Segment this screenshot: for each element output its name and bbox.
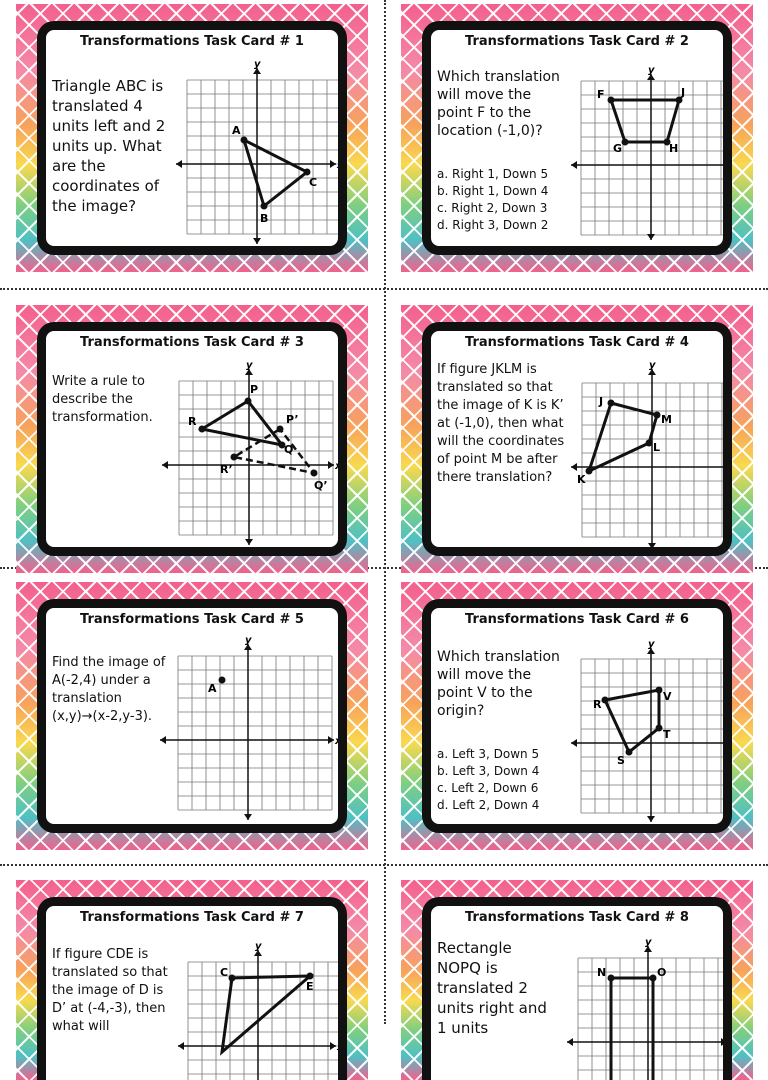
vertical-cut-line [384,0,386,1024]
y-axis-label: y [649,361,656,371]
answer-choices [437,166,548,234]
label-r: R [188,415,197,428]
x-axis-arrow-left [176,160,182,168]
card-panel [40,325,344,553]
card-title: Transformations Task Card # 3 [80,335,304,350]
label-a: A [208,682,217,695]
point-c [304,169,311,176]
x-axis-arrow-right [723,739,729,747]
point-r [199,426,206,433]
card-title: Transformations Task Card # 7 [80,910,304,925]
task-card-2 [401,4,753,272]
card-panel [425,602,737,830]
point-k [586,468,593,475]
horizontal-cut-line [0,288,768,290]
x-axis-label: x [335,736,342,747]
x-axis-label: x [337,160,344,171]
card-question: If figure JKLM is translated so that the image of K is K’ at (-1,0), then what will the coordinates of point M be after there translation? [437,362,565,485]
point-o [650,975,657,982]
point-l [646,440,653,447]
task-card-6 [401,582,753,850]
label-m: M [661,413,672,426]
label-l: L [653,441,661,454]
label-r-prime: R’ [220,463,233,476]
choice-d[interactable]: d. Right 3, Down 2 [437,218,549,232]
label-k: K [577,473,586,486]
label-c: C [220,966,229,979]
label-f: F [597,88,605,101]
x-axis-arrow-right [328,736,334,744]
coordinate-grid [176,942,344,1080]
card-question: Triangle ABC is translated 4 units left and 2 units up. What are the coordinates of the image? [52,77,166,215]
task-card-4 [401,305,753,573]
card-title: Transformations Task Card # 2 [465,34,689,49]
coordinate-grid [565,938,735,1080]
card-question: If figure CDE is translated so that the image of D is D’ at (-4,-3), then what will [52,947,168,1034]
choice-a[interactable]: a. Left 3, Down 5 [437,747,540,761]
y-axis-label: y [254,60,261,70]
x-axis-arrow-left [571,739,577,747]
choice-b[interactable]: b. Right 1, Down 4 [437,184,549,198]
y-axis-label: y [255,942,262,952]
point-n [608,975,615,982]
card-panel [425,325,739,553]
y-axis-arrow-down [647,234,655,240]
y-axis-label: y [246,361,253,371]
x-axis-arrow-right [330,1042,336,1050]
x-axis-arrow-left [178,1042,184,1050]
rectangle-nopq [611,978,653,1080]
label-r: R [593,698,602,711]
point-t [656,725,663,732]
label-b: B [260,212,269,225]
label-e: E [306,980,314,993]
point-e [307,973,314,980]
point-m [654,412,661,419]
card-title: Transformations Task Card # 5 [80,612,304,627]
task-card-1 [16,4,368,272]
card-title: Transformations Task Card # 6 [465,612,689,627]
point-a [219,677,226,684]
x-axis-arrow-right [723,161,729,169]
label-j: J [599,395,604,408]
task-card-3 [16,305,368,573]
choice-a[interactable]: a. Right 1, Down 5 [437,167,549,181]
label-q: Q [284,443,294,456]
card-panel [40,900,344,1080]
grid-lines: xy [571,361,729,549]
coordinate-grid [160,361,344,547]
point-r [602,697,609,704]
point-p [245,398,252,405]
point-v [656,687,663,694]
y-axis-label: y [645,938,652,948]
task-card-5 [16,582,368,850]
point-c [229,975,236,982]
label-t: T [663,728,671,741]
y-axis-arrow-down [647,816,655,822]
label-v: V [663,690,672,703]
card-panel [425,24,737,252]
quadrilateral-fjhg [611,100,679,142]
label-a: A [232,124,241,137]
x-axis-arrow-left [160,736,166,744]
y-axis-arrow-down [253,238,261,244]
card-title: Transformations Task Card # 4 [465,335,689,350]
card-question: Write a rule to describe the transformation. [52,374,153,425]
coordinate-grid [569,66,737,242]
label-o: O [657,966,667,979]
point-g [622,139,629,146]
point-j [608,400,615,407]
point-r-prime [231,454,238,461]
y-axis-arrow-down [648,543,656,549]
grid-lines [567,938,735,1080]
x-axis-arrow-left [567,1038,573,1046]
card-panel [40,24,344,252]
y-axis-arrow-down [245,539,253,545]
grid-lines [160,636,342,820]
card-question: Which translation will move the point V to the origin? [437,649,560,719]
grid-lines [178,942,344,1080]
task-card-7 [16,880,368,1080]
coordinate-grid [569,640,737,824]
y-axis-label: y [648,640,655,650]
grid-lines: xy [571,640,729,822]
card-title: Transformations Task Card # 1 [80,34,304,49]
point-b [261,203,268,210]
x-axis-arrow-left [162,461,168,469]
label-s: S [617,754,625,767]
card-panel [425,900,735,1080]
x-axis-arrow-right [330,160,336,168]
triangle-cde [222,976,310,1052]
label-c: C [309,176,318,189]
y-axis-arrow-down [244,814,252,820]
point-f [608,97,615,104]
x-axis-label: x [728,1038,735,1049]
horizontal-cut-line [0,864,768,866]
label-j: J [681,86,686,99]
x-axis-arrow-right [725,463,729,471]
label-g: G [613,142,623,155]
y-axis-label: y [648,66,655,76]
point-a [241,137,248,144]
card-question: Which translation will move the point F to the location (-1,0)? [437,69,560,139]
x-axis-label: x [337,1042,344,1053]
x-axis-arrow-right [721,1038,727,1046]
point-p-prime [277,426,284,433]
label-h: H [669,142,679,155]
choice-c[interactable]: c. Left 2, Down 6 [437,781,539,795]
task-card-8 [401,880,753,1080]
card-title: Transformations Task Card # 8 [465,910,689,925]
card-question: Find the image of A(-2,4) under a translation (x,y)→(x-2,y-3). [52,655,166,724]
choice-d[interactable]: d. Left 2, Down 4 [437,798,540,812]
coordinate-grid [569,361,739,551]
label-q-prime: Q’ [314,479,328,492]
choice-b[interactable]: b. Left 3, Down 4 [437,764,540,778]
coordinate-grid [158,636,344,822]
grid-lines: xy [571,66,729,240]
label-p: P [250,383,259,396]
x-axis-label: x [335,461,342,472]
choice-c[interactable]: c. Right 2, Down 3 [437,201,548,215]
x-axis-arrow-left [571,463,577,471]
card-panel [40,602,344,830]
quadrilateral-jmlk [589,403,657,471]
answer-choices [437,746,539,814]
label-n: N [597,966,607,979]
y-axis-label: y [245,636,252,646]
x-axis-arrow-left [571,161,577,169]
coordinate-grid [174,60,344,246]
label-p-prime: P’ [286,413,299,426]
point-q-prime [311,470,318,477]
point-s [626,749,633,756]
card-question: Rectangle NOPQ is translated 2 units right and 1 units [437,939,547,1037]
